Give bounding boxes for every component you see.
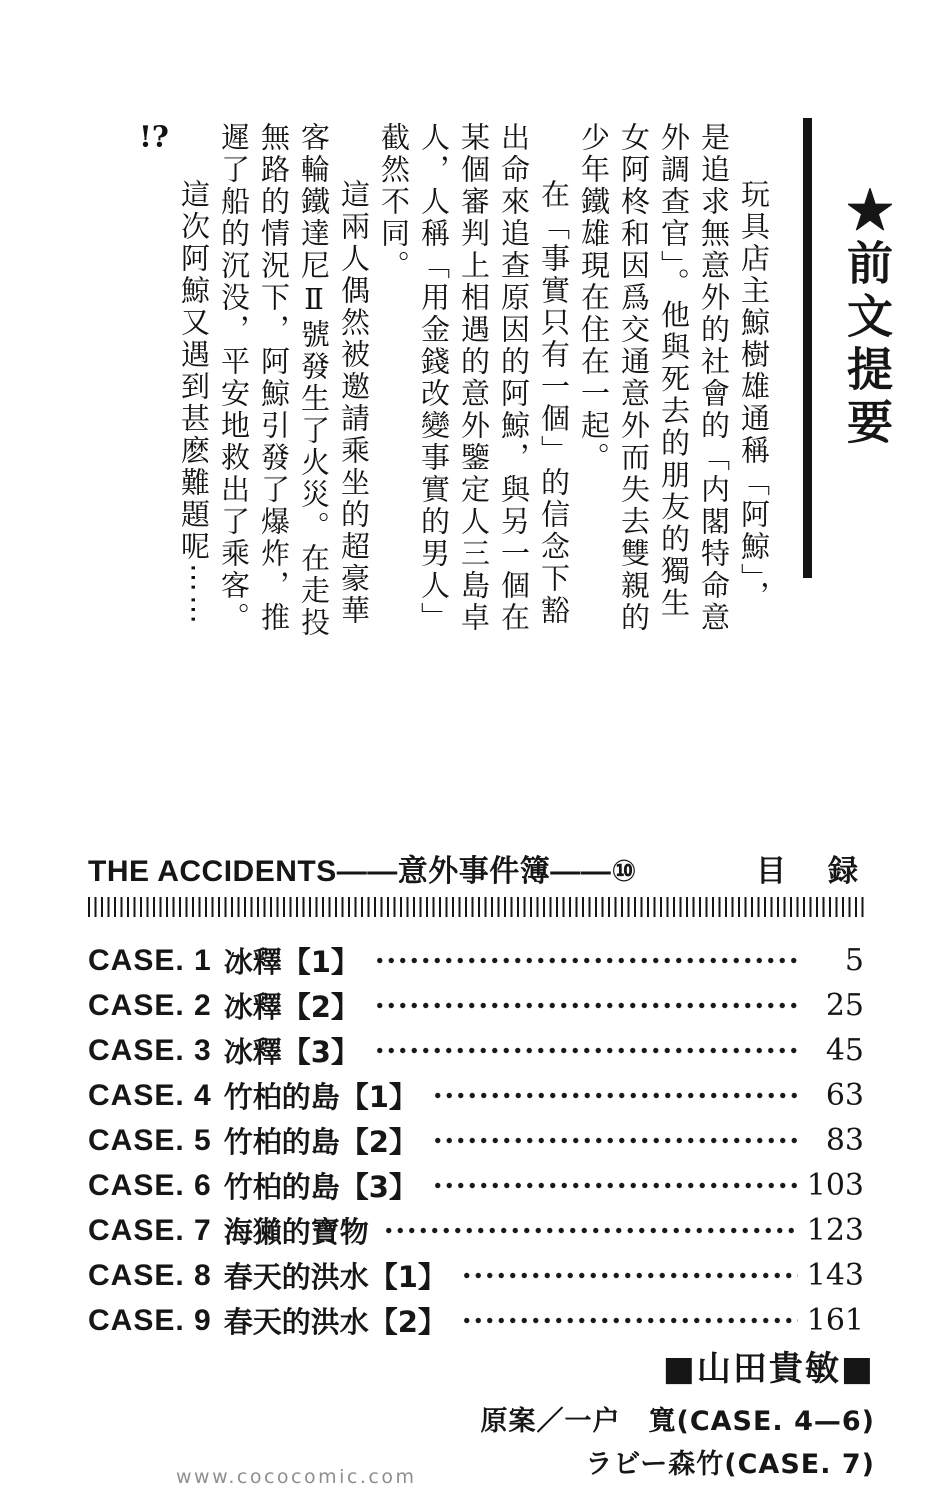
toc-page-number: 5: [844, 943, 864, 978]
toc-entry-title: 冰釋【1】: [223, 945, 360, 979]
toc-page-number: 143: [806, 1258, 864, 1293]
synopsis-column: 少年鐵雄現在住在一起。: [577, 122, 611, 474]
synopsis-column: 某個審判上相遇的意外鑒定人三島卓: [457, 122, 491, 634]
toc-case-label: CASE. 6: [88, 1168, 212, 1202]
synopsis-column: 玩具店主鯨樹雄通稱「阿鯨」，: [737, 179, 771, 613]
toc-entry: [88, 1208, 864, 1253]
toc-entry-title: 春天的洪水【1】: [223, 1260, 447, 1294]
toc-dot-leader: [374, 983, 798, 1028]
toc-dot-leader: [383, 1208, 798, 1253]
synopsis-column: [134, 122, 174, 687]
toc-page-number: 25: [825, 988, 864, 1023]
toc-dot-leader: [374, 1028, 798, 1073]
toc-list: [88, 938, 864, 1343]
toc-page-number: 161: [806, 1303, 864, 1338]
synopsis-column: 客輪鐵達尼Ⅱ號發生了火災。在走投: [297, 122, 331, 639]
toc-page-number: 45: [825, 1033, 864, 1068]
toc-case-label: CASE. 3: [88, 1033, 212, 1067]
toc-entry-title: 冰釋【2】: [223, 990, 360, 1024]
toc-series-title: THE ACCIDENTS——意外事件簿——⑩: [88, 855, 638, 888]
toc-dot-leader: [461, 1298, 798, 1343]
toc-case-label: CASE. 5: [88, 1123, 212, 1157]
toc-entry: [88, 1073, 864, 1118]
toc-page-number: 63: [825, 1078, 864, 1113]
toc-case-label: CASE. 2: [88, 988, 212, 1022]
credits: [480, 1341, 875, 1481]
synopsis-column: 是追求無意外的社會的「内閣特命意: [697, 122, 731, 634]
toc-dot-leader: [432, 1073, 798, 1118]
synopsis-column: 出命來追查原因的阿鯨，與另一個在: [497, 122, 531, 634]
toc-entry: [88, 1163, 864, 1208]
toc-entry: [88, 1298, 864, 1343]
toc-entry: [88, 1028, 864, 1073]
synopsis-column: 這次阿鯨又遇到甚麽難題呢⋯⋯: [177, 179, 211, 627]
toc-header: [88, 846, 864, 890]
synopsis-divider-bar: [803, 118, 812, 578]
toc-entry: [88, 1253, 864, 1298]
toc-dot-leader: [461, 1253, 798, 1298]
toc-page-number: 123: [806, 1213, 864, 1248]
toc-dot-leader: [432, 1118, 798, 1163]
toc-dot-leader: [432, 1163, 798, 1208]
toc-case-label: CASE. 9: [88, 1303, 212, 1337]
synopsis-text: [118, 122, 774, 687]
toc-heading: 目 録: [756, 855, 864, 888]
exclamation-question-mark: !?: [139, 122, 169, 151]
synopsis-column: 外調查官」。他與死去的朋友的獨生: [657, 122, 691, 620]
toc-entry: [88, 938, 864, 983]
toc-entry-title: 春天的洪水【2】: [223, 1305, 447, 1339]
synopsis-column: 遲了船的沉没，平安地救出了乘客。: [217, 122, 251, 634]
synopsis-title: ★前文提要: [840, 186, 894, 451]
toc-case-label: CASE. 8: [88, 1258, 212, 1292]
toc-entry: [88, 983, 864, 1028]
toc-page-number: 103: [806, 1168, 864, 1203]
synopsis-column: 人，人稱「用金錢改變事實的男人」: [417, 122, 451, 634]
synopsis-column: 女阿柊和因爲交通意外而失去雙親的: [617, 122, 651, 634]
watermark: www.cococomic.com: [176, 1466, 417, 1488]
synopsis-column: 這兩人偶然被邀請乘坐的超豪華: [337, 179, 371, 627]
toc-entry-title: 冰釋【3】: [223, 1035, 360, 1069]
toc-case-label: CASE. 1: [88, 943, 212, 977]
synopsis-column: 在「事實只有一個」的信念下豁: [537, 179, 571, 627]
toc-stripe-divider: [88, 897, 866, 917]
toc-entry-title: 竹柏的島【1】: [223, 1080, 418, 1114]
toc-entry-title: 竹柏的島【3】: [223, 1170, 418, 1204]
toc-entry-title: 海獺的寶物: [223, 1215, 369, 1249]
collaborator-credit: ラビー森竹(CASE. 7): [585, 1449, 875, 1480]
toc-case-label: CASE. 7: [88, 1213, 212, 1247]
toc-entry: [88, 1118, 864, 1163]
toc-page-number: 83: [825, 1123, 864, 1158]
author-name: ■山田貴敏■: [662, 1349, 875, 1389]
toc-case-label: CASE. 4: [88, 1078, 212, 1112]
toc-entry-title: 竹柏的島【2】: [223, 1125, 418, 1159]
synopsis-column: 截然不同。: [377, 122, 411, 282]
synopsis-column: 無路的情況下，阿鯨引發了爆炸，推: [257, 122, 291, 634]
original-story-credit: 原案／一户 寬(CASE. 4—6): [480, 1406, 875, 1437]
toc-dot-leader: [374, 938, 798, 983]
